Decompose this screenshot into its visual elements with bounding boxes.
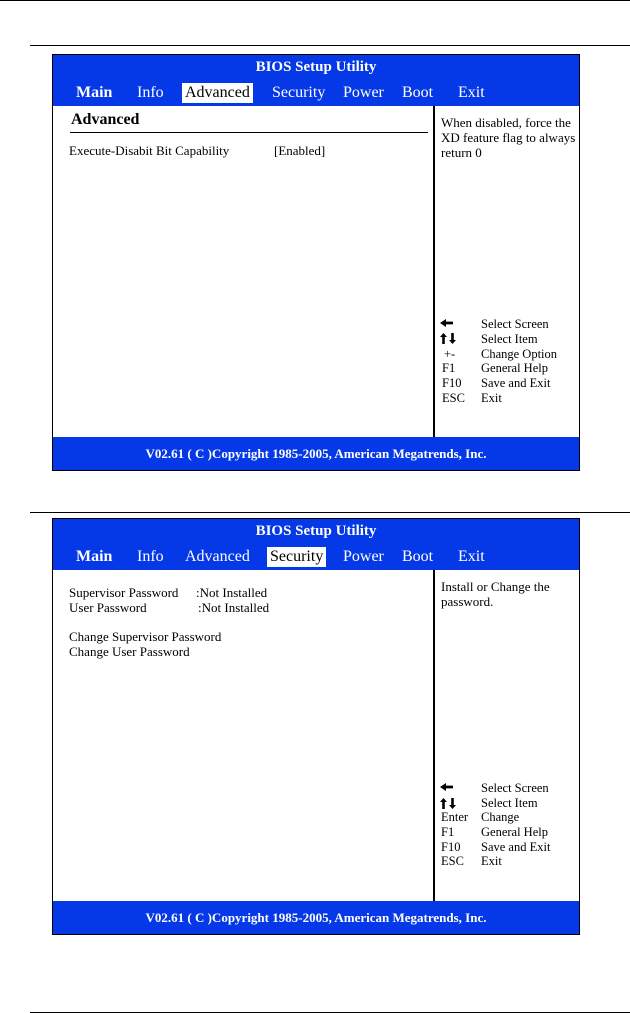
user-password-label: User Password: [69, 600, 147, 615]
page-top-rule: [0, 0, 630, 1]
bios-title: BIOS Setup Utility: [52, 518, 580, 544]
menu-bar: [52, 80, 580, 106]
change-supervisor-password[interactable]: Change Supervisor Password: [69, 629, 222, 644]
desc-select-screen: Select Screen: [481, 317, 549, 331]
user-password-status: :Not Installed: [198, 600, 270, 615]
section-rule-2: [30, 512, 630, 513]
section-heading: Advanced: [71, 111, 140, 128]
panel-divider: [433, 570, 435, 901]
desc-change: Change: [481, 810, 520, 824]
desc-exit: Exit: [481, 854, 502, 868]
tab-power[interactable]: Power: [343, 548, 384, 565]
tab-exit[interactable]: Exit: [458, 548, 485, 565]
help-text: When disabled, force the XD feature flag to always return 0: [441, 115, 576, 160]
key-change-option: +-: [444, 347, 456, 361]
tab-boot[interactable]: Boot: [402, 548, 434, 565]
left-arrow-icon: [440, 783, 454, 791]
desc-exit: Exit: [481, 391, 502, 405]
menu-bar: [52, 544, 580, 570]
section-rule-1: [30, 45, 630, 46]
bios-title: BIOS Setup Utility: [52, 54, 580, 80]
desc-save-exit: Save and Exit: [481, 840, 551, 854]
panel-divider: [433, 106, 435, 437]
bios-screen-security: [52, 518, 580, 935]
tab-main[interactable]: Main: [76, 548, 113, 565]
settings-panel: [52, 570, 433, 902]
desc-select-item: Select Item: [481, 332, 538, 346]
tab-exit[interactable]: Exit: [458, 84, 485, 101]
desc-select-item: Select Item: [481, 796, 538, 810]
key-f1: F1: [442, 361, 456, 375]
key-esc: ESC: [442, 391, 465, 405]
key-f10: F10: [442, 376, 462, 390]
tab-info[interactable]: Info: [137, 84, 164, 101]
settings-panel: [52, 106, 433, 438]
left-arrow-icon: [440, 319, 454, 327]
desc-select-screen: Select Screen: [481, 781, 549, 795]
desc-save-exit: Save and Exit: [481, 376, 551, 390]
key-esc: ESC: [441, 854, 464, 868]
copyright-footer: V02.61 ( C )Copyright 1985-2005, American Megatrends, Inc.: [52, 437, 580, 471]
bios-screen-advanced: [52, 54, 580, 471]
setting-label-xd[interactable]: Execute-Disabit Bit Capability: [69, 143, 230, 158]
up-down-arrow-icon: [440, 798, 456, 809]
up-down-arrow-icon: [440, 333, 456, 344]
desc-general-help: General Help: [481, 825, 548, 839]
copyright-footer: V02.61 ( C )Copyright 1985-2005, American Megatrends, Inc.: [52, 901, 580, 935]
tab-security[interactable]: Security: [272, 84, 326, 101]
tab-main[interactable]: Main: [76, 84, 113, 101]
key-enter: Enter: [441, 810, 469, 824]
tab-advanced[interactable]: Advanced: [182, 83, 253, 103]
key-f10: F10: [441, 840, 461, 854]
heading-underline: [70, 132, 428, 133]
help-text: Install or Change the password.: [441, 579, 550, 609]
tab-advanced[interactable]: Advanced: [185, 548, 250, 565]
supervisor-password-label: Supervisor Password: [69, 585, 179, 600]
tab-info[interactable]: Info: [137, 548, 164, 565]
tab-power[interactable]: Power: [343, 84, 384, 101]
key-f1: F1: [441, 825, 455, 839]
setting-value-xd[interactable]: [Enabled]: [274, 143, 326, 158]
desc-change-option: Change Option: [481, 347, 558, 361]
supervisor-password-status: :Not Installed: [196, 585, 268, 600]
desc-general-help: General Help: [481, 361, 548, 375]
tab-boot[interactable]: Boot: [402, 84, 434, 101]
tab-security[interactable]: Security: [267, 547, 326, 567]
change-user-password[interactable]: Change User Password: [69, 644, 190, 659]
